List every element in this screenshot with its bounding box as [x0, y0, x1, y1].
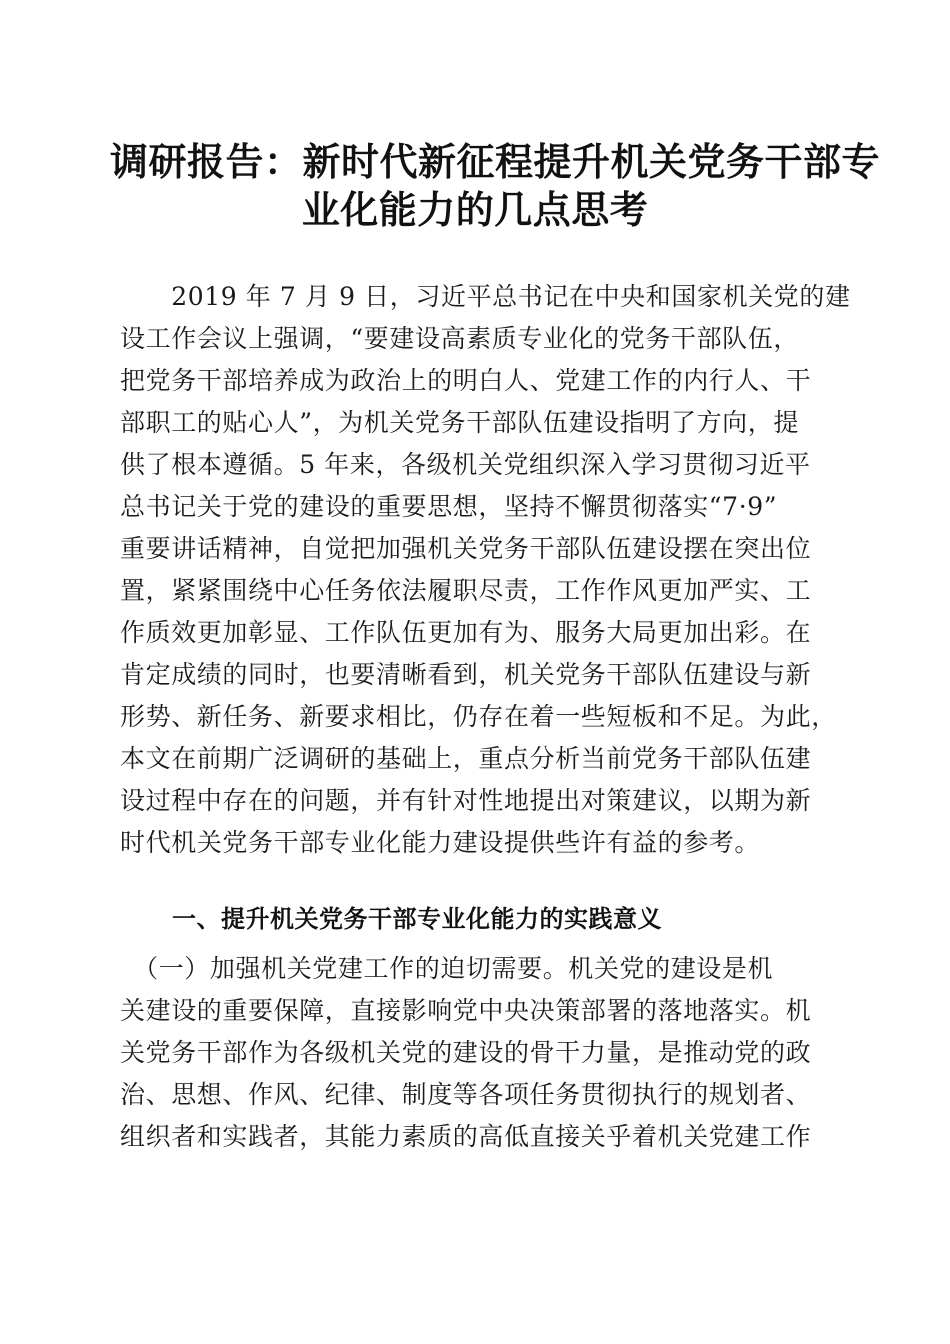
paragraph-line: 治、思想、作风、纪律、制度等各项任务贯彻执行的规划者、 — [120, 1080, 812, 1109]
document-title — [110, 138, 881, 234]
paragraph-line: 时代机关党务干部专业化能力建设提供些许有益的参考。 — [120, 828, 761, 857]
paragraph-line: 置，紧紧围绕中心任务依法履职尽责，工作作风更加严实、工 — [120, 576, 812, 605]
paragraph-line: 关建设的重要保障，直接影响党中央决策部署的落地落实。机 — [120, 996, 812, 1025]
paragraph-line: 关党务干部作为各级机关党的建设的骨干力量，是推动党的政 — [120, 1038, 812, 1067]
intro-paragraph — [120, 276, 851, 864]
paragraph-line: 总书记关于党的建设的重要思想，坚持不懈贯彻落实“7·9” — [120, 492, 778, 521]
paragraph-line: 2019 年 7 月 9 日，习近平总书记在中央和国家机关党的建 — [120, 282, 851, 311]
paragraph-line: 组织者和实践者，其能力素质的高低直接关乎着机关党建工作 — [120, 1122, 812, 1151]
paragraph-line: 重要讲话精神，自觉把加强机关党务干部队伍建设摆在突出位 — [120, 534, 812, 563]
section-heading: 一、提升机关党务干部专业化能力的实践意义 — [172, 905, 662, 933]
paragraph-line: 设过程中存在的问题，并有针对性地提出对策建议，以期为新 — [120, 786, 812, 815]
paragraph-line: 部职工的贴心人”，为机关党务干部队伍建设指明了方向，提 — [120, 408, 799, 437]
title-line-2: 业化能力的几点思考 — [301, 187, 649, 232]
paragraph-line: 设工作会议上强调，“要建设高素质专业化的党务干部队伍， — [120, 324, 799, 353]
paragraph-line: 供了根本遵循。5 年来，各级机关党组织深入学习贯彻习近平 — [120, 450, 811, 479]
paragraph-line: 本文在前期广泛调研的基础上，重点分析当前党务干部队伍建 — [120, 744, 812, 773]
paragraph-line: 形势、新任务、新要求相比，仍存在着一些短板和不足。为此， — [120, 702, 837, 731]
title-line-1: 调研报告：新时代新征程提升机关党务干部专 — [110, 139, 881, 184]
paragraph-line: 肯定成绩的同时，也要清晰看到，机关党务干部队伍建设与新 — [120, 660, 812, 689]
paragraph-line: （一）加强机关党建工作的迫切需要。机关党的建设是机 — [120, 954, 774, 983]
paragraph-line: 作质效更加彰显、工作队伍更加有为、服务大局更加出彩。在 — [120, 618, 812, 647]
subsection-paragraph — [120, 948, 830, 1158]
paragraph-line: 把党务干部培养成为政治上的明白人、党建工作的内行人、干 — [120, 366, 812, 395]
